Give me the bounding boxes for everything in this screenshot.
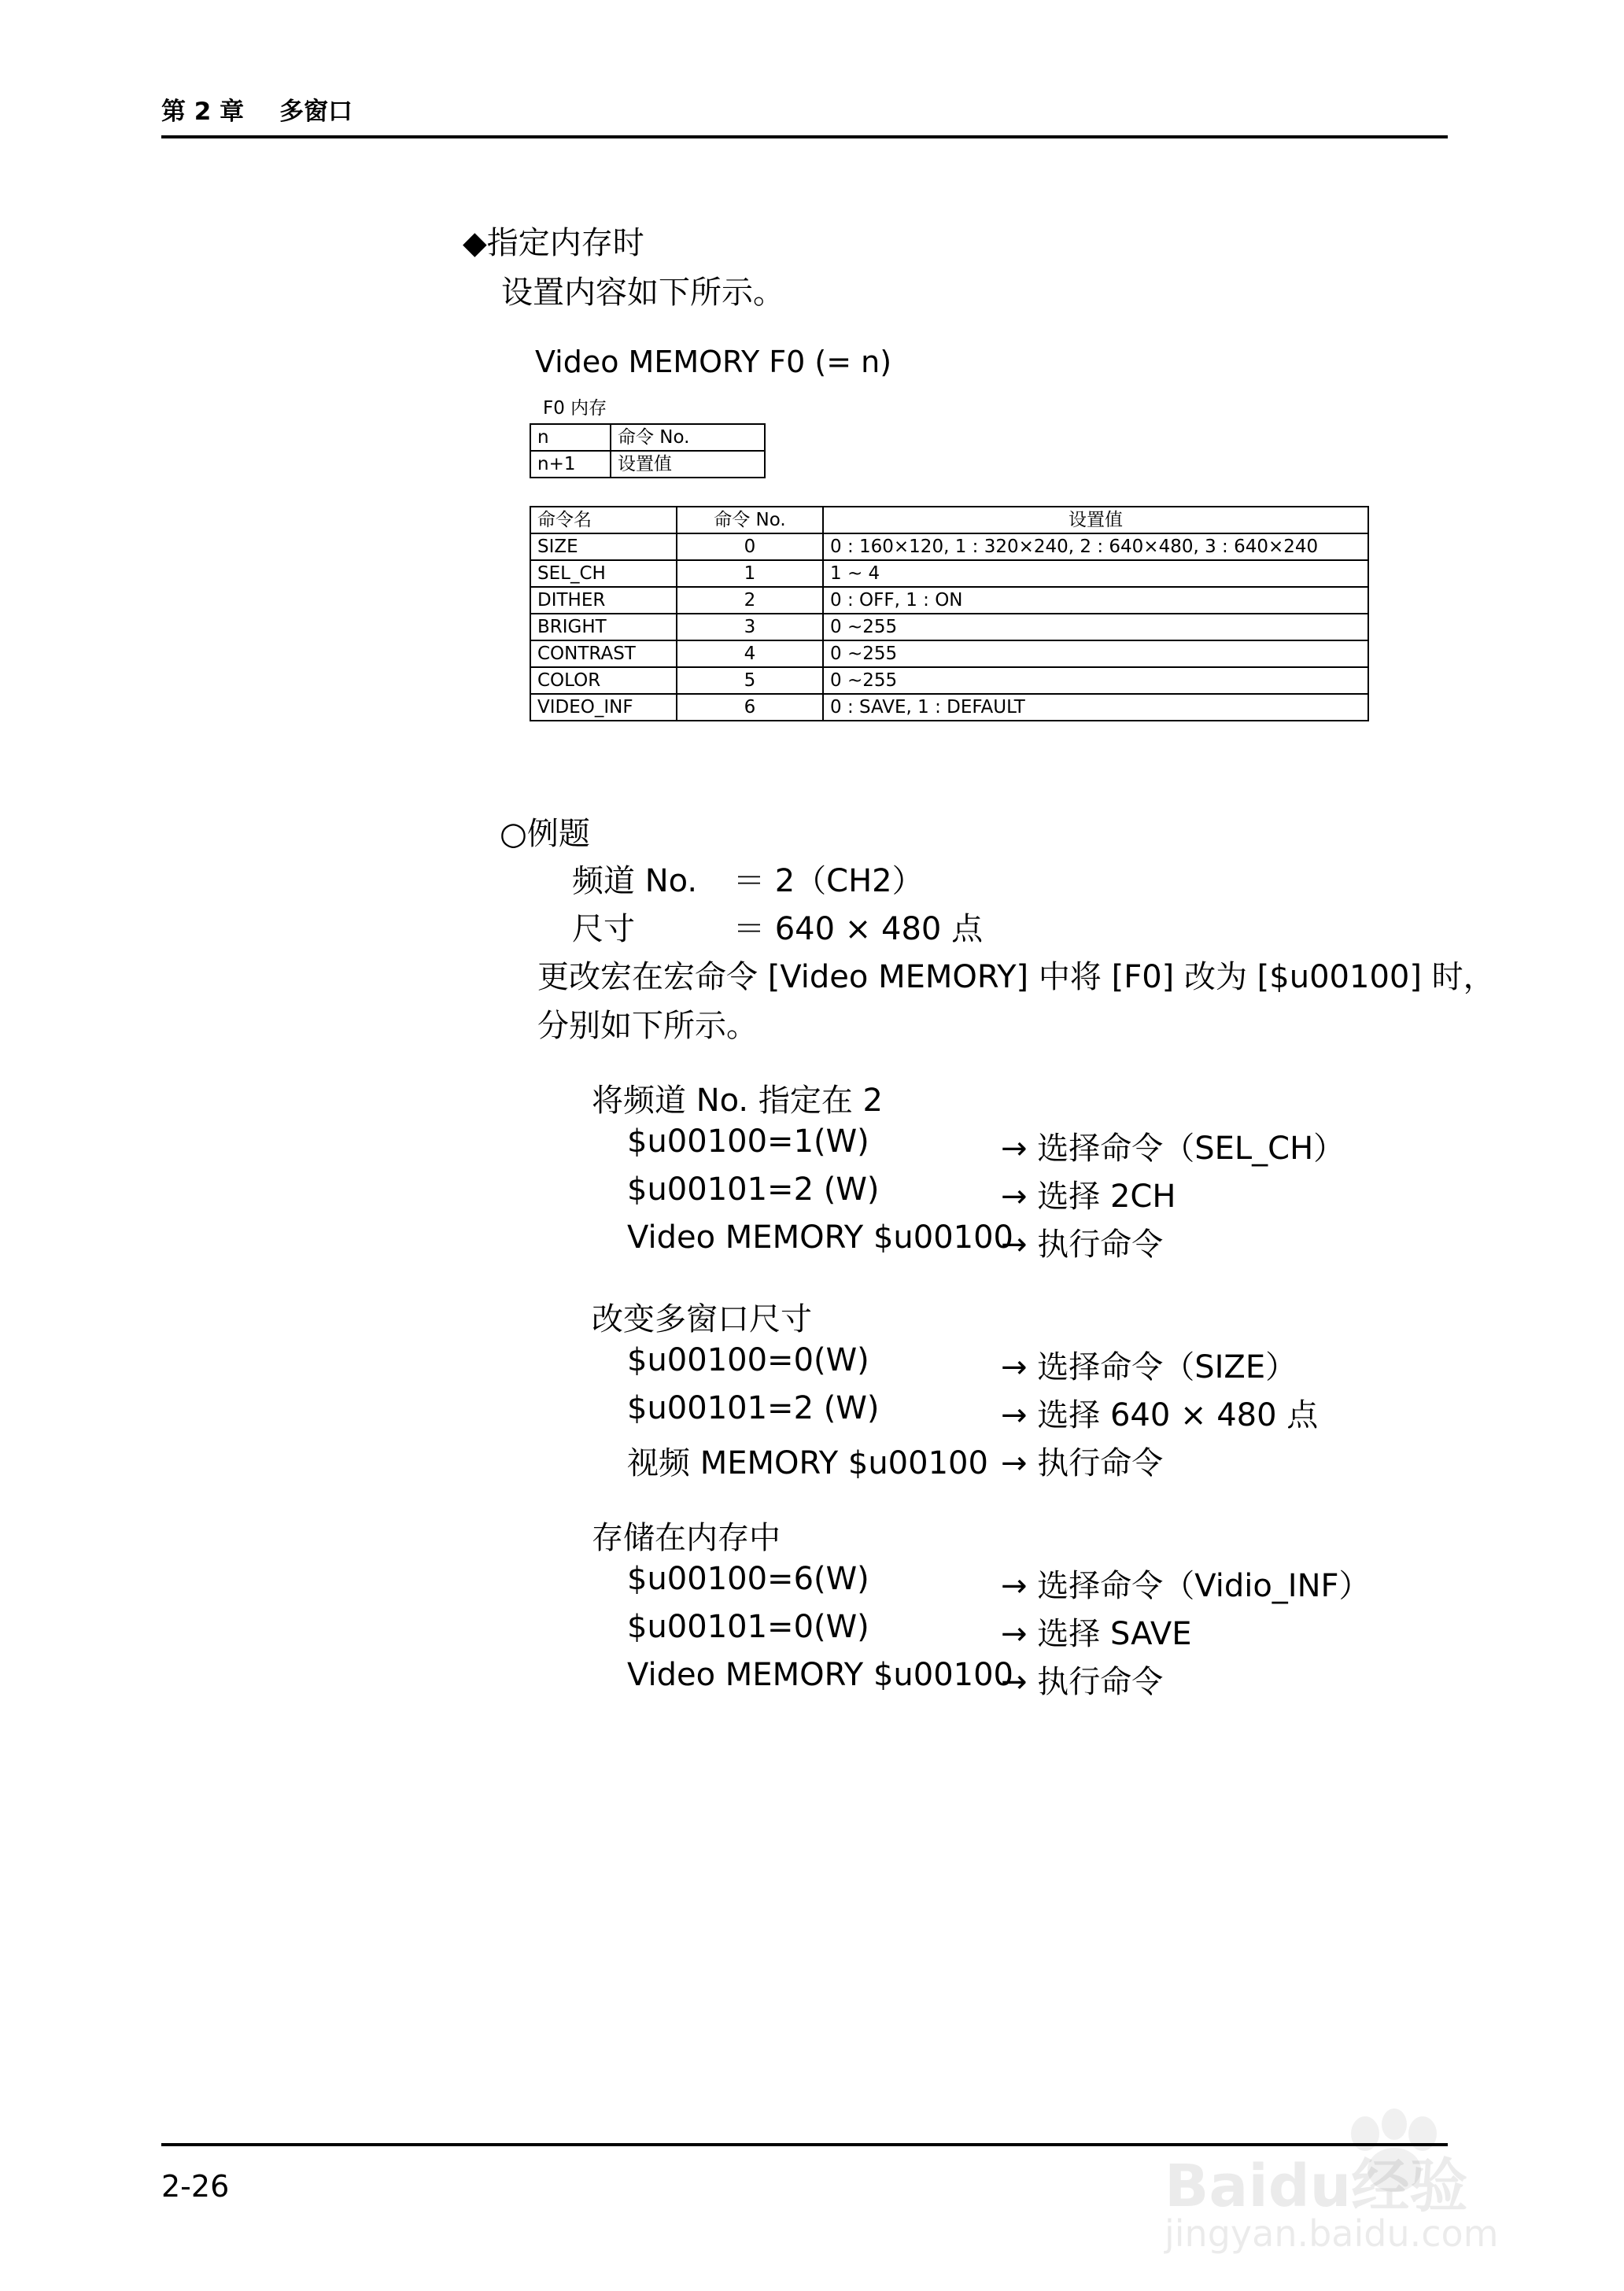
table-cell: VIDEO_INF: [530, 694, 677, 721]
command-text: $u00101=0(W): [627, 1609, 869, 1645]
table-cell: 设置值: [611, 451, 765, 478]
group-title-channel: 将频道 No. 指定在 2: [592, 1083, 883, 1119]
section-desc: 设置内容如下所示。: [501, 275, 784, 311]
group-title-store: 存储在内存中: [592, 1520, 781, 1556]
command-text: $u00101=2 (W): [627, 1390, 880, 1426]
watermark-brand: Baidu经验: [1164, 2153, 1468, 2220]
table-cell: 0 : 160×120, 1 : 320×240, 2 : 640×480, 3 : 640×240: [823, 533, 1368, 560]
command-table: [530, 506, 1369, 721]
section-title: ◆指定内存时: [463, 225, 644, 261]
chapter-title: 多窗口: [279, 98, 352, 126]
chapter-number: 第 2 章: [161, 98, 245, 126]
example-desc-line1: 更改宏在宏命令 [Video MEMORY] 中将 [F0] 改为 [$u00100] 时，: [537, 959, 1495, 995]
table-cell: n+1: [530, 451, 611, 478]
table-cell: n: [530, 424, 611, 451]
table-cell: 命令 No.: [611, 424, 765, 451]
table-cell: 5: [677, 667, 823, 694]
table-row: [530, 667, 1368, 694]
table-cell: 4: [677, 640, 823, 667]
command-note: → 选择命令（SEL_CH）: [1001, 1131, 1345, 1167]
table-cell: CONTRAST: [530, 640, 677, 667]
command-note: → 选择 SAVE: [1001, 1616, 1192, 1652]
table-cell: 0 ~255: [823, 640, 1368, 667]
table-cell: 0 ~255: [823, 667, 1368, 694]
table-cell: 1 ~ 4: [823, 560, 1368, 587]
table-cell: 0 : OFF, 1 : ON: [823, 587, 1368, 614]
command-text: 视频 MEMORY $u00100: [627, 1445, 988, 1481]
table-header-cell: 命令名: [530, 507, 677, 533]
header-rule: [161, 135, 1448, 138]
page-number: 2-26: [161, 2169, 230, 2204]
table-row: [530, 424, 765, 451]
table-row: [530, 694, 1368, 721]
memory-command: Video MEMORY F0 (= n): [535, 345, 892, 379]
command-note: → 选择 640 × 480 点: [1001, 1397, 1319, 1433]
command-text: Video MEMORY $u00100: [627, 1219, 1013, 1256]
param-channel-value: ＝ 2（CH2）: [733, 863, 924, 899]
group-title-size: 改变多窗口尺寸: [592, 1301, 812, 1337]
table-cell: SIZE: [530, 533, 677, 560]
table-cell: 0: [677, 533, 823, 560]
param-channel-label: 频道 No.: [572, 863, 698, 899]
command-note: → 选择命令（Vidio_INF）: [1001, 1568, 1371, 1604]
table-cell: 6: [677, 694, 823, 721]
example-desc-line2: 分别如下所示。: [537, 1008, 758, 1044]
table-cell: 0 : SAVE, 1 : DEFAULT: [823, 694, 1368, 721]
table-cell: 3: [677, 614, 823, 640]
table-header-row: [530, 507, 1368, 533]
f0-memory-table: [530, 423, 766, 478]
command-note: → 执行命令: [1001, 1445, 1164, 1481]
table-row: [530, 560, 1368, 587]
table-cell: 2: [677, 587, 823, 614]
table-cell: DITHER: [530, 587, 677, 614]
f0-label: F0 内存: [543, 398, 607, 419]
table-cell: BRIGHT: [530, 614, 677, 640]
table-cell: 1: [677, 560, 823, 587]
command-text: $u00101=2 (W): [627, 1171, 880, 1208]
param-size-value: ＝ 640 × 480 点: [733, 911, 984, 947]
table-cell: 0 ~255: [823, 614, 1368, 640]
table-row: [530, 640, 1368, 667]
command-note: → 执行命令: [1001, 1227, 1164, 1263]
table-cell: SEL_CH: [530, 560, 677, 587]
command-note: → 执行命令: [1001, 1664, 1164, 1700]
example-title: ○例题: [500, 816, 590, 852]
table-cell: COLOR: [530, 667, 677, 694]
command-text: Video MEMORY $u00100: [627, 1657, 1013, 1693]
table-row: [530, 451, 765, 478]
command-note: → 选择命令（SIZE）: [1001, 1349, 1297, 1385]
table-header-cell: 命令 No.: [677, 507, 823, 533]
command-text: $u00100=1(W): [627, 1123, 869, 1160]
command-text: $u00100=0(W): [627, 1342, 869, 1378]
table-header-cell: 设置值: [823, 507, 1368, 533]
param-size-label: 尺寸: [572, 911, 635, 947]
command-note: → 选择 2CH: [1001, 1179, 1176, 1215]
table-row: [530, 614, 1368, 640]
table-row: [530, 533, 1368, 560]
table-row: [530, 587, 1368, 614]
command-text: $u00100=6(W): [627, 1561, 869, 1597]
watermark-url: jingyan.baidu.com: [1164, 2212, 1499, 2255]
